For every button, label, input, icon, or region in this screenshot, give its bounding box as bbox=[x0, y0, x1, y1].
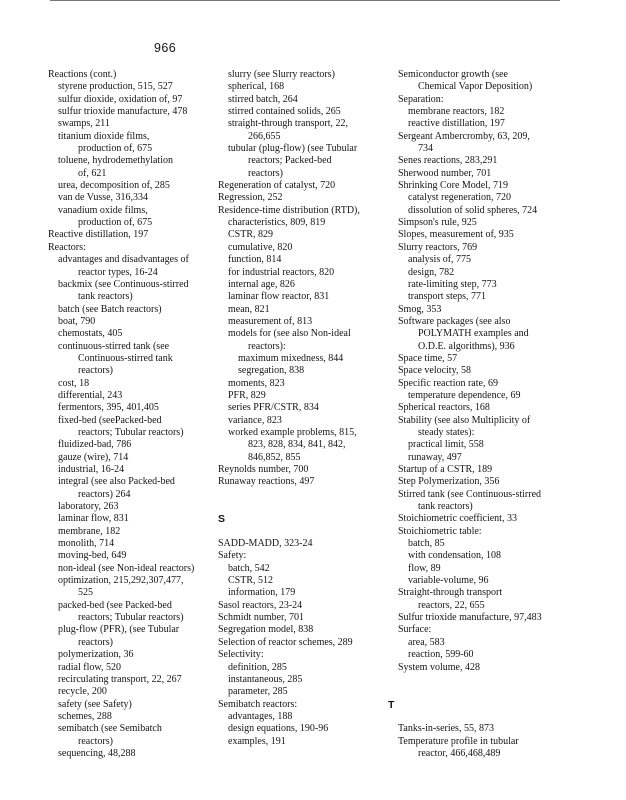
index-entry: slurry (see Slurry reactors) bbox=[228, 69, 335, 80]
index-entry: temperature dependence, 69 bbox=[408, 389, 521, 401]
index-entry: plug-flow (PFR), (see Tubular bbox=[58, 624, 180, 636]
index-entry: POLYMATH examples and bbox=[418, 328, 529, 340]
index-entry: moving-bed, 649 bbox=[58, 550, 127, 562]
index-entry: reactors): bbox=[248, 340, 286, 352]
index-entry: vanadium oxide films, bbox=[58, 204, 148, 216]
index-entry: design, 782 bbox=[408, 266, 455, 278]
index-column-1 bbox=[48, 69, 218, 760]
index-entry: reactors; Packed-bed bbox=[248, 155, 332, 167]
index-entry: variable-volume, 96 bbox=[408, 575, 489, 587]
index-entry: Smog, 353 bbox=[398, 303, 442, 315]
index-entry: batch (see Batch reactors) bbox=[58, 303, 162, 315]
index-entry: Slopes, measurement of, 935 bbox=[398, 229, 514, 241]
index-entry: batch, 542 bbox=[228, 562, 270, 574]
index-entry: sequencing, 48,288 bbox=[58, 747, 136, 759]
index-entry: Reactors: bbox=[48, 241, 86, 253]
index-entry: monolith, 714 bbox=[58, 538, 115, 550]
index-entry: reactors) bbox=[78, 735, 113, 747]
index-column-3 bbox=[388, 69, 568, 760]
index-entry: batch, 85 bbox=[408, 538, 445, 550]
index-entry: CSTR, 829 bbox=[228, 229, 274, 241]
index-entry: membrane reactors, 182 bbox=[408, 106, 505, 118]
index-entry: straight-through transport, 22, bbox=[228, 118, 348, 130]
index-entry: safety (see Safety) bbox=[58, 698, 132, 710]
index-entry: instantaneous, 285 bbox=[228, 673, 303, 685]
index-entry: recycle, 200 bbox=[58, 686, 107, 698]
index-entry: packed-bed (see Packed-bed bbox=[58, 599, 172, 611]
index-entry: Specific reaction rate, 69 bbox=[398, 377, 498, 389]
index-entry: Space time, 57 bbox=[398, 352, 458, 364]
blank-line bbox=[218, 489, 386, 501]
index-entry: Reactive distillation, 197 bbox=[48, 229, 149, 241]
index-entry: maximum mixedness, 844 bbox=[238, 352, 344, 364]
index-entry: stirred contained solids, 265 bbox=[228, 106, 341, 118]
index-entry: Surface: bbox=[398, 624, 432, 636]
index-entry: transport steps, 771 bbox=[408, 291, 487, 303]
index-entry: Reactions (cont.) bbox=[48, 69, 117, 80]
index-entry: spherical, 168 bbox=[228, 81, 285, 93]
index-entry: dissolution of solid spheres, 724 bbox=[408, 204, 538, 216]
index-entry: information, 179 bbox=[228, 587, 296, 599]
section-letter: S bbox=[218, 513, 226, 526]
index-entry: membrane, 182 bbox=[58, 525, 121, 537]
index-entry: Separation: bbox=[398, 93, 444, 105]
index-entry: reactor types, 16-24 bbox=[78, 266, 158, 278]
index-entry: of, 621 bbox=[78, 167, 107, 179]
index-entry: Sasol reactors, 23-24 bbox=[218, 599, 303, 611]
index-entry: Shrinking Core Model, 719 bbox=[398, 180, 508, 192]
index-entry: parameter, 285 bbox=[228, 686, 288, 698]
index-entry: series PFR/CSTR, 834 bbox=[228, 402, 319, 414]
index-entry: urea, decomposition of, 285 bbox=[58, 180, 170, 192]
index-entry: swamps, 211 bbox=[58, 118, 110, 130]
index-entry: internal age, 826 bbox=[228, 278, 295, 290]
index-entry: worked example problems, 815, bbox=[228, 426, 357, 438]
index-entry: Reynolds number, 700 bbox=[218, 464, 309, 475]
index-entry: CSTR, 512 bbox=[228, 575, 274, 587]
index-entry: tank reactors) bbox=[418, 501, 473, 513]
index-entry: schemes, 288 bbox=[58, 710, 112, 722]
index-entry: Senes reactions, 283,291 bbox=[398, 155, 498, 167]
index-entry: segregation, 838 bbox=[238, 365, 305, 377]
index-entry: runaway, 497 bbox=[408, 451, 462, 463]
index-entry: integral (see also Packed-bed bbox=[58, 476, 175, 488]
index-entry: fermentors, 395, 401,405 bbox=[58, 402, 159, 414]
index-entry: reactive distillation, 197 bbox=[408, 118, 505, 130]
index-entry: PFR, 829 bbox=[228, 389, 266, 401]
index-entry: recirculating transport, 22, 267 bbox=[58, 673, 182, 685]
index-entry: measurement of, 813 bbox=[228, 315, 313, 327]
index-entry: optimization, 215,292,307,477, bbox=[58, 575, 184, 587]
index-entry: reaction, 599-60 bbox=[408, 649, 474, 661]
index-entry: 734 bbox=[418, 143, 433, 155]
index-entry: Safety: bbox=[218, 550, 247, 562]
index-entry: Continuous-stirred tank bbox=[78, 352, 173, 364]
index-entry: Schmidt number, 701 bbox=[218, 612, 304, 624]
index-entry: function, 814 bbox=[228, 254, 282, 266]
index-entry: Semibatch reactors: bbox=[218, 698, 298, 710]
index-entry: fluidized-bad, 786 bbox=[58, 439, 132, 451]
index-entry: tubular (plug-flow) (see Tubular bbox=[228, 143, 358, 155]
blank-line bbox=[218, 526, 386, 538]
index-entry: steady states): bbox=[418, 426, 475, 438]
index-entry: non-ideal (see Non-ideal reactors) bbox=[58, 562, 195, 574]
index-entry: Stirred tank (see Continuous-stirred bbox=[398, 488, 542, 500]
index-entry: Sulfur trioxide manufacture, 97,483 bbox=[398, 612, 542, 624]
index-entry: production of, 675 bbox=[78, 217, 153, 229]
index-entry: reactors) bbox=[248, 167, 283, 179]
index-entry: Chemical Vapor Deposition) bbox=[418, 81, 533, 93]
index-entry: tank reactors) bbox=[78, 291, 133, 303]
index-entry: Spherical reactors, 168 bbox=[398, 402, 490, 414]
index-entry: boat, 790 bbox=[58, 315, 96, 327]
index-entry: Simpson's rule, 925 bbox=[398, 217, 477, 229]
index-entry: radial flow, 520 bbox=[58, 661, 121, 673]
index-entry: 266,655 bbox=[248, 130, 281, 142]
index-entry: reactors) bbox=[78, 365, 113, 377]
index-entry: Selectivity: bbox=[218, 649, 264, 661]
index-entry: practical limit, 558 bbox=[408, 439, 484, 451]
blank-line bbox=[388, 711, 568, 723]
index-entry: chemostats, 405 bbox=[58, 328, 123, 340]
index-entry: reactors) 264 bbox=[78, 488, 131, 500]
index-entry: advantages and disadvantages of bbox=[58, 254, 189, 266]
index-entry: fixed-bed (seePacked-bed bbox=[58, 414, 162, 426]
index-entry: mean, 821 bbox=[228, 303, 270, 315]
index-entry: reactors; Tubular reactors) bbox=[78, 612, 184, 624]
index-entry: Stoichiometric coefficient, 33 bbox=[398, 513, 517, 525]
index-entry: toluene, hydrodemethylation bbox=[58, 155, 173, 167]
index-entry: design equations, 190-96 bbox=[228, 723, 329, 735]
index-entry: Sherwood number, 701 bbox=[398, 167, 492, 179]
index-entry: polymerization, 36 bbox=[58, 649, 134, 661]
index-entry: 823, 828, 834, 841, 842, bbox=[248, 439, 346, 451]
index-entry: sulfur dioxide, oxidation of, 97 bbox=[58, 93, 183, 105]
index-entry: System volume, 428 bbox=[398, 661, 480, 673]
blank-line bbox=[388, 686, 568, 698]
index-entry: reactors) bbox=[78, 636, 113, 648]
index-entry: Software packages (see also bbox=[398, 315, 511, 327]
index-entry: reactors; Tubular reactors) bbox=[78, 426, 184, 438]
index-entry: Selection of reactor schemes, 289 bbox=[218, 636, 353, 648]
index-entry: sulfur trioxide manufacture, 478 bbox=[58, 106, 188, 118]
index-entry: styrene production, 515, 527 bbox=[58, 81, 173, 93]
index-entry: Tanks-in-series, 55, 873 bbox=[398, 723, 494, 735]
index-entry: variance, 823 bbox=[228, 414, 282, 426]
index-entry: Stability (see also Multiplicity of bbox=[398, 414, 531, 426]
index-entry: industrial, 16-24 bbox=[58, 464, 125, 475]
index-entry: semibatch (see Semibatch bbox=[58, 723, 162, 735]
index-entry: Temperature profile in tubular bbox=[398, 735, 519, 747]
index-entry: laminar flow, 831 bbox=[58, 513, 129, 525]
index-entry: differential, 243 bbox=[58, 389, 123, 401]
index-entry: Startup of a CSTR, 189 bbox=[398, 464, 493, 475]
index-entry: for industrial reactors, 820 bbox=[228, 266, 335, 278]
index-column-2 bbox=[218, 69, 386, 748]
index-entry: cost, 18 bbox=[58, 377, 90, 389]
index-entry: analysis of, 775 bbox=[408, 254, 472, 266]
top-rule bbox=[50, 0, 560, 1]
index-entry: backmix (see Continuous-stirred bbox=[58, 278, 189, 290]
index-entry: examples, 191 bbox=[228, 735, 286, 747]
index-entry: stirred batch, 264 bbox=[228, 93, 298, 105]
index-entry: Sergeant Ambercromby, 63, 209, bbox=[398, 130, 530, 142]
blank-line bbox=[388, 674, 568, 686]
index-entry: 525 bbox=[78, 587, 93, 599]
index-entry: Slurry reactors, 769 bbox=[398, 241, 478, 253]
index-entry: Runaway reactions, 497 bbox=[218, 476, 315, 488]
index-entry: SADD-MADD, 323-24 bbox=[218, 538, 313, 550]
index-entry: Residence-time distribution (RTD), bbox=[218, 204, 360, 216]
index-entry: titanium dioxide films, bbox=[58, 130, 150, 142]
index-entry: rate-limiting step, 773 bbox=[408, 278, 497, 290]
index-entry: continuous-stirred tank (see bbox=[58, 340, 170, 352]
index-entry: catalyst regeneration, 720 bbox=[408, 192, 512, 204]
index-entry: Space velocity, 58 bbox=[398, 365, 471, 377]
index-entry: 846,852, 855 bbox=[248, 451, 301, 463]
index-entry: Straight-through transport bbox=[398, 587, 503, 599]
index-entry: O.D.E. algorithms), 936 bbox=[418, 340, 515, 352]
blank-line bbox=[218, 501, 386, 513]
index-entry: moments, 823 bbox=[228, 377, 285, 389]
index-entry: definition, 285 bbox=[228, 661, 287, 673]
index-entry: laminar flow reactor, 831 bbox=[228, 291, 330, 303]
index-entry: reactors, 22, 655 bbox=[418, 599, 485, 611]
page-number: 966 bbox=[154, 41, 177, 55]
index-entry: flow, 89 bbox=[408, 562, 441, 574]
index-entry: Semiconductor growth (see bbox=[398, 69, 508, 80]
index-entry: Segregation model, 838 bbox=[218, 624, 314, 636]
index-entry: laboratory, 263 bbox=[58, 501, 119, 513]
index-entry: advantages, 188 bbox=[228, 710, 293, 722]
index-entry: gauze (wire), 714 bbox=[58, 451, 129, 463]
index-entry: production of, 675 bbox=[78, 143, 153, 155]
section-letter: T bbox=[388, 698, 395, 711]
index-entry: Step Polymerization, 356 bbox=[398, 476, 500, 488]
index-entry: area, 583 bbox=[408, 636, 445, 648]
index-entry: with condensation, 108 bbox=[408, 550, 502, 562]
index-entry: models for (see also Non-ideal bbox=[228, 328, 351, 340]
index-entry: Stoichiometric table: bbox=[398, 525, 482, 537]
index-entry: Regeneration of catalyst, 720 bbox=[218, 180, 336, 192]
index-entry: cumulative, 820 bbox=[228, 241, 293, 253]
index-entry: van de Vusse, 316,334 bbox=[58, 192, 149, 204]
index-entry: reactor, 466,468,489 bbox=[418, 747, 501, 759]
index-entry: Regression, 252 bbox=[218, 192, 283, 204]
index-entry: characteristics, 809, 819 bbox=[228, 217, 326, 229]
